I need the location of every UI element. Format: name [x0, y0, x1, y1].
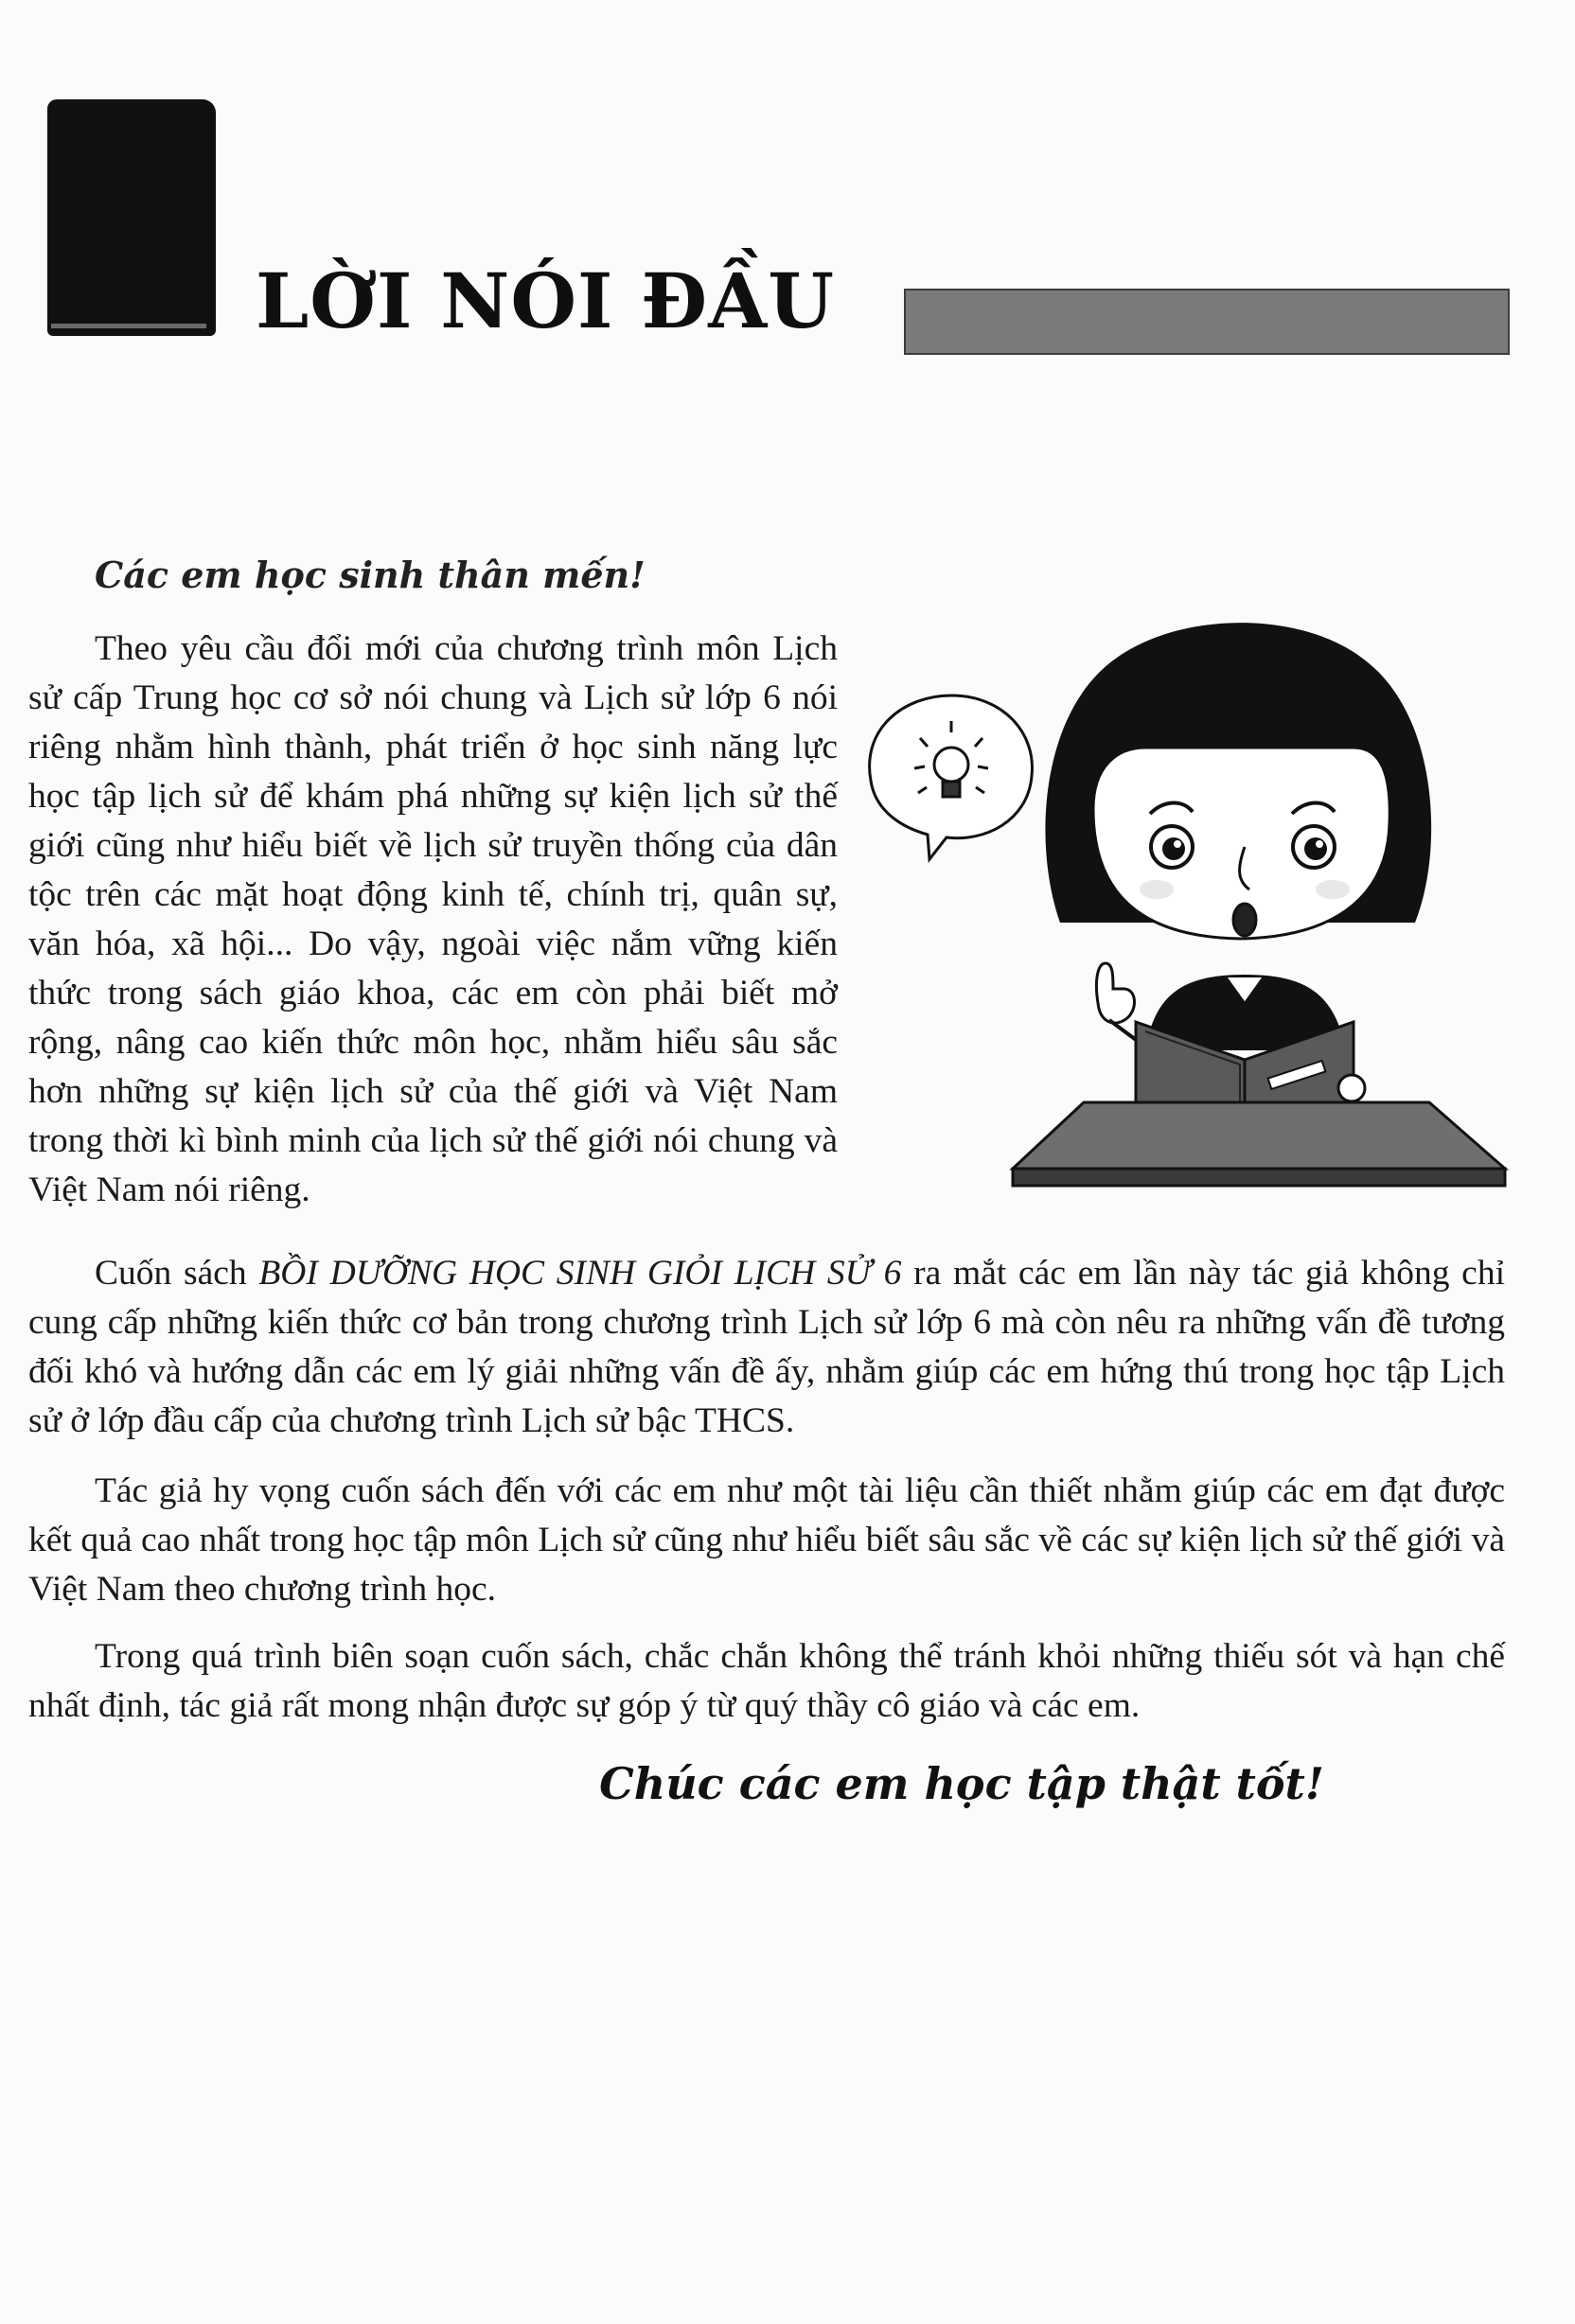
desk	[1013, 1102, 1505, 1186]
paragraph-4: Trong quá trình biên soạn cuốn sách, chắc chắn không thể tránh khỏi những thiếu sót và hạn chế nhất định, tác giả rất mong nhận được sự góp ý từ quý thầy cô giáo và các em.	[28, 1637, 1505, 1725]
left-eye-icon	[1151, 826, 1193, 868]
page-title: LỜI NÓI ĐẦU	[256, 256, 836, 345]
girl-reading-illustration	[861, 606, 1514, 1192]
closing-wish: Chúc các em học tập thật tốt!	[599, 1758, 1324, 1809]
paragraph-3: Tác giả hy vọng cuốn sách đến với các em như một tài liệu cần thiết nhằm giúp các em đạt được kết quả cao nhất trong học tập môn Lịch sử cũng như hiểu biết sâu sắc về các sự kiện lịch sử thế giới và Việt Nam theo chương trình học.	[28, 1471, 1505, 1609]
paragraph-2-lead: Cuốn sách	[95, 1254, 259, 1293]
idea-bubble	[870, 695, 1033, 859]
title-decoration-bar	[904, 289, 1510, 355]
chapter-marker-block	[47, 99, 216, 336]
book-title: BỒI DƯỠNG HỌC SINH GIỎI LỊCH SỬ 6	[258, 1254, 902, 1293]
right-eye-icon	[1293, 826, 1335, 868]
girl-figure	[1045, 623, 1431, 1050]
paragraph-1: Theo yêu cầu đổi mới của chương trình môn Lịch sử cấp Trung học cơ sở nói chung và Lịch sử lớp 6 nói riêng nhằm hình thành, phát triển ở học sinh năng lực học tập lịch sử để khám phá những sự kiện lịch sử thế giới cũng như hiểu biết về lịch sử truyền thống của dân tộc trên các mặt hoạt động kinh tế, chính trị, quân sự, văn hóa, xã hội... Do vậy, ngoài việc nắm vững kiến thức trong sách giáo khoa, các em còn phải biết mở rộng, nâng cao kiến thức môn học, nhằm hiểu sâu sắc hơn những sự kiện lịch sử của thế giới và Việt Nam trong thời kì bình minh của lịch sử thế giới nói chung và Việt Nam nói riêng.	[28, 629, 838, 1209]
paragraph-2	[28, 1249, 1505, 1446]
paragraph-2-rest: ra mắt các em lần này tác giả không chỉ cung cấp những kiến thức cơ bản trong chương trình Lịch sử lớp 6 mà còn nêu ra những vấn đề tương đối khó và hướng dẫn các em lý giải những vấn đề ấy, nhằm giúp các em hứng thú trong học tập Lịch sử ở lớp đầu cấp của chương trình Lịch sử bậc THCS.	[28, 1254, 1505, 1440]
greeting: Các em học sinh thân mến!	[95, 554, 646, 596]
